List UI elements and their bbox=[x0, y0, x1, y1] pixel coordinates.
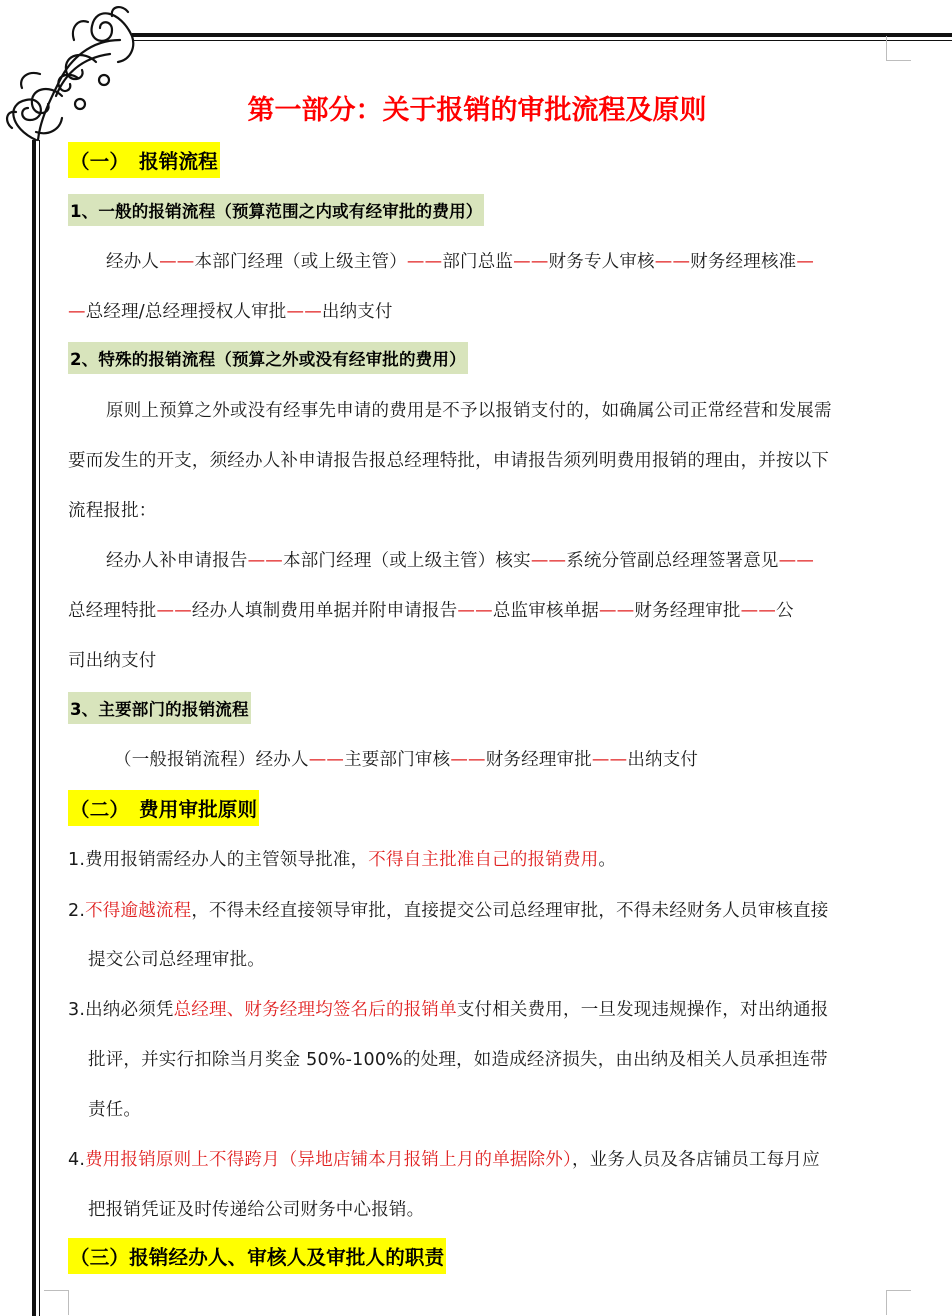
special-flow-line-3: 司出纳支付 bbox=[68, 651, 157, 671]
margin-corner-mark bbox=[44, 1290, 69, 1315]
subheading-main-department-process: 3、主要部门的报销流程 bbox=[68, 692, 251, 724]
principle-item-2-line-2: 提交公司总经理审批。 bbox=[88, 950, 265, 970]
main-department-flow: （一般报销流程）经办人——主要部门审核——财务经理审批——出纳支付 bbox=[114, 750, 699, 770]
section-heading-responsibilities: （三）报销经办人、审核人及审批人的职责 bbox=[68, 1238, 446, 1274]
section-heading-approval-principles: （二） 费用审批原则 bbox=[68, 790, 259, 826]
principle-item-3-line-3: 责任。 bbox=[88, 1100, 142, 1120]
subheading-special-process: 2、特殊的报销流程（预算之外或没有经审批的费用） bbox=[68, 342, 468, 374]
margin-corner-mark bbox=[886, 1290, 911, 1315]
section-heading-reimbursement-process: （一） 报销流程 bbox=[68, 142, 220, 178]
margin-corner-mark bbox=[886, 36, 911, 61]
page-border-left-inner bbox=[39, 140, 40, 1316]
corner-ornament-icon bbox=[0, 0, 150, 150]
page-border-top-inner bbox=[132, 40, 952, 41]
special-paragraph-line-1: 原则上预算之外或没有经事先申请的费用是不予以报销支付的，如确属公司正常经营和发展需 bbox=[106, 401, 832, 421]
subheading-general-process: 1、一般的报销流程（预算范围之内或有经审批的费用） bbox=[68, 194, 484, 226]
principle-item-1: 1.费用报销需经办人的主管领导批准，不得自主批准自己的报销费用。 bbox=[68, 850, 617, 870]
page-border-left bbox=[32, 140, 36, 1316]
general-flow-line-2: —总经理/总经理授权人审批——出纳支付 bbox=[68, 302, 393, 322]
principle-item-3-line-1: 3.出纳必须凭总经理、财务经理均签名后的报销单支付相关费用，一旦发现违规操作，对出纳通报 bbox=[68, 1000, 829, 1020]
page-title: 第一部分：关于报销的审批流程及原则 bbox=[247, 95, 707, 126]
special-paragraph-line-3: 流程报批： bbox=[68, 501, 157, 521]
principle-item-2-line-1: 2.不得逾越流程，不得未经直接领导审批，直接提交公司总经理审批，不得未经财务人员审核直接 bbox=[68, 901, 829, 921]
principle-item-3-line-2: 批评，并实行扣除当月奖金 50%-100%的处理，如造成经济损失，由出纳及相关人员承担连带 bbox=[88, 1050, 828, 1070]
special-paragraph-line-2: 要而发生的开支，须经办人补申请报告报总经理特批，申请报告须列明费用报销的理由，并按以下 bbox=[68, 451, 830, 471]
principle-item-4-line-2: 把报销凭证及时传递给公司财务中心报销。 bbox=[88, 1200, 425, 1220]
general-flow-line-1: 经办人——本部门经理（或上级主管）——部门总监——财务专人审核——财务经理核准— bbox=[106, 252, 815, 272]
principle-item-4-line-1: 4.费用报销原则上不得跨月（异地店铺本月报销上月的单据除外），业务人员及各店铺员工每月应 bbox=[68, 1150, 820, 1170]
special-flow-line-1: 经办人补申请报告——本部门经理（或上级主管）核实——系统分管副总经理签署意见—— bbox=[106, 551, 815, 571]
special-flow-line-2: 总经理特批——经办人填制费用单据并附申请报告——总监审核单据——财务经理审批——公 bbox=[68, 601, 794, 621]
page-border-top bbox=[132, 33, 952, 37]
